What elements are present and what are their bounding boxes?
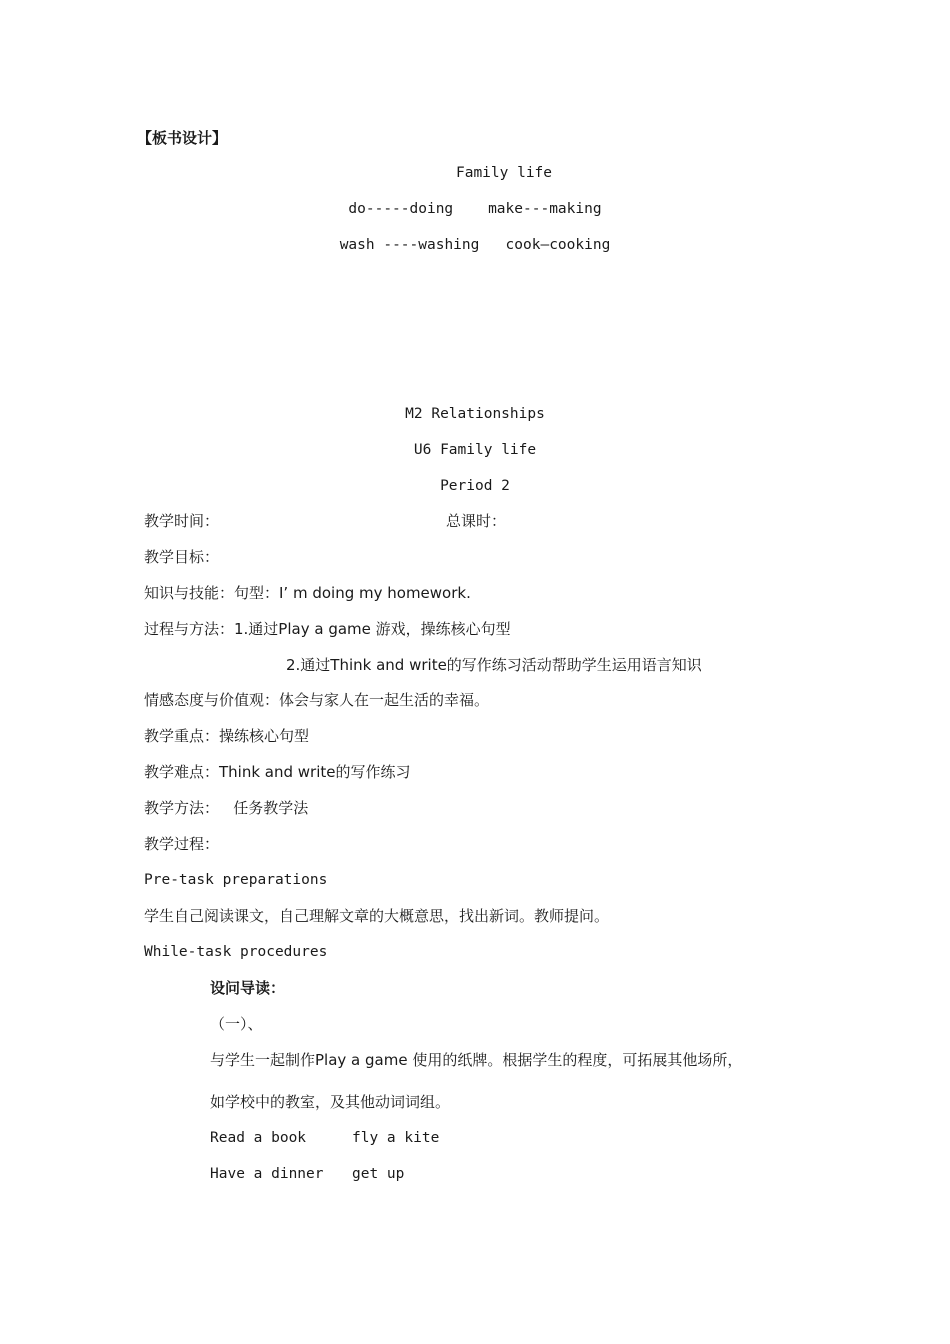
pre-task-heading: Pre-task preparations bbox=[144, 872, 328, 888]
pre-task-description: 学生自己阅读课文，自己理解文章的大概意思，找出新词。教师提问。 bbox=[144, 907, 610, 925]
process-methods-2: 2.通过Think and write的写作练习活动帮助学生运用语言知识 bbox=[286, 656, 702, 674]
board-row-2: wash ----washing cook—cooking bbox=[339, 237, 611, 253]
phrase-1: Read a book bbox=[210, 1130, 307, 1146]
board-row-1: do-----doing make---making bbox=[348, 201, 602, 217]
board-title: Family life bbox=[455, 165, 553, 181]
key-point: 教学重点：操练核心句型 bbox=[144, 727, 310, 745]
total-periods-label: 总课时： bbox=[446, 512, 507, 530]
teaching-goals-label: 教学目标： bbox=[144, 548, 220, 566]
teaching-time-label: 教学时间： bbox=[144, 512, 220, 530]
guided-reading-heading: 设问导读： bbox=[210, 979, 286, 997]
paragraph-line-2: 如学校中的教室，及其他动词词组。 bbox=[210, 1093, 451, 1111]
difficulty: 教学难点：Think and write的写作练习 bbox=[144, 763, 411, 781]
paragraph-line-1: 与学生一起制作Play a game 使用的纸牌。根据学生的程度，可拓展其他场所， bbox=[210, 1051, 743, 1069]
teaching-method: 教学方法： 任务教学法 bbox=[144, 799, 309, 817]
period-title: Period 2 bbox=[440, 478, 510, 494]
section-one-marker: （一）、 bbox=[210, 1015, 263, 1033]
phrase-2: fly a kite bbox=[352, 1130, 440, 1146]
board-design-heading: 【板书设计】 bbox=[137, 129, 228, 147]
knowledge-skills: 知识与技能：句型：I’ m doing my homework. bbox=[144, 584, 471, 602]
phrase-3: Have a dinner bbox=[210, 1166, 324, 1182]
unit-title: U6 Family life bbox=[413, 442, 537, 458]
emotion-values: 情感态度与价值观：体会与家人在一起生活的幸福。 bbox=[144, 691, 490, 709]
process-methods: 过程与方法：1.通过Play a game 游戏，操练核心句型 bbox=[144, 620, 511, 638]
while-task-heading: While-task procedures bbox=[144, 944, 328, 960]
teaching-procedure-label: 教学过程： bbox=[144, 835, 220, 853]
module-title: M2 Relationships bbox=[405, 406, 545, 422]
phrase-4: get up bbox=[352, 1166, 405, 1182]
